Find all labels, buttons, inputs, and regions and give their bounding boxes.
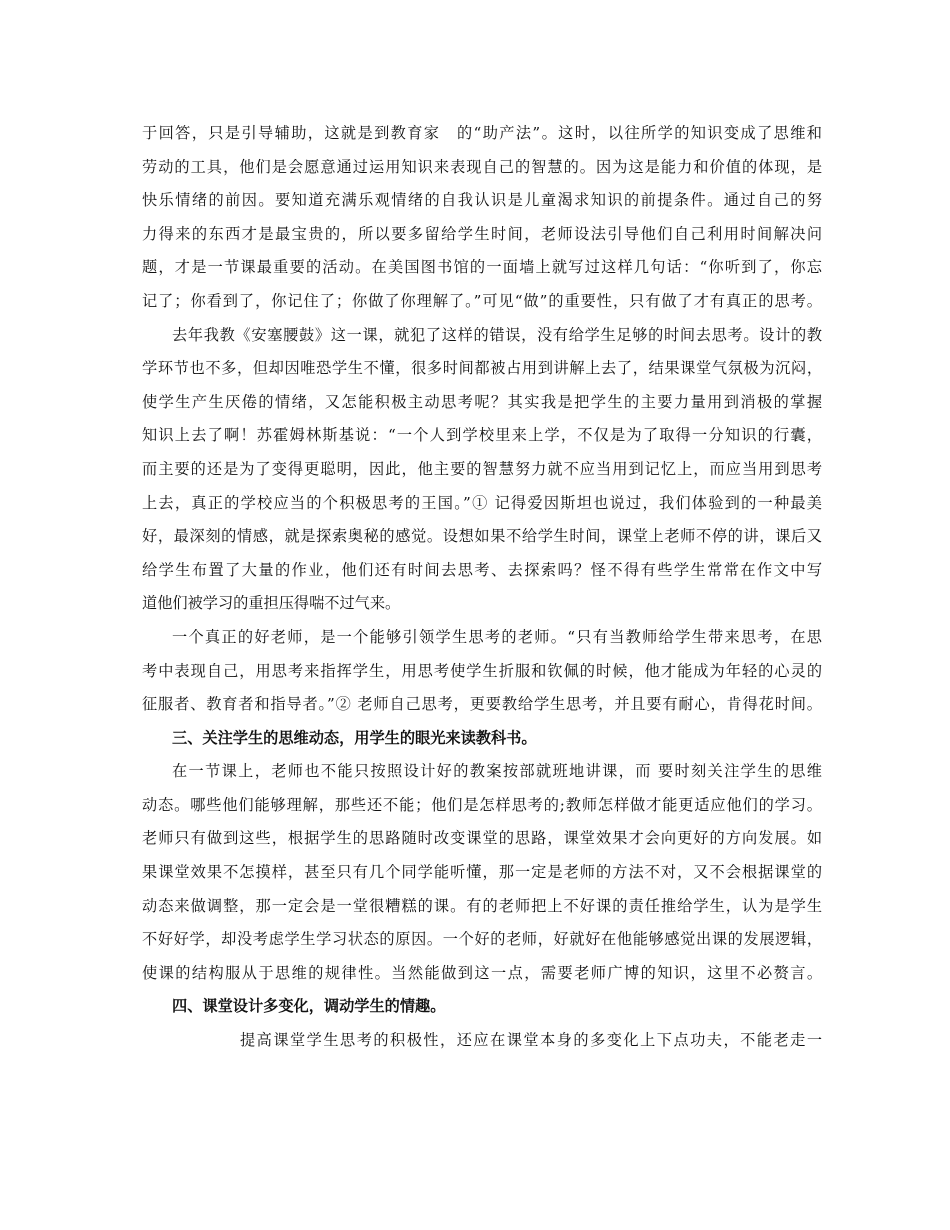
body-line: 一个真正的好老师，是一个能够引领学生思考的老师。“只有当教师给学生带来思考，在思: [172, 627, 822, 646]
body-line: 给学生布置了大量的作业，他们还有时间去思考、去探索吗？怪不得有些学生常常在作文中写: [142, 560, 822, 579]
body-line: 征服者、教育者和指导者。”② 老师自己思考，更要教给学生思考，并且要有耐心，肯得花时间。: [142, 695, 822, 714]
body-line: 动态来做调整，那一定会是一堂很糟糕的课。有的老师把上不好课的责任推给学生，认为是学生: [142, 896, 822, 915]
body-line: 于回答，只是引导辅助，这就是到教育家 的“助产法”。这时，以往所学的知识变成了思维和: [142, 124, 822, 142]
body-line: 力得来的东西才是最宝贵的，所以要多留给学生时间，老师设法引导他们自己利用时间解决问: [142, 224, 822, 243]
body-line: 快乐情绪的前因。要知道充满乐观情绪的自我认识是儿童渴求知识的前提条件。通过自己的努: [142, 191, 822, 210]
body-line: 在一节课上，老师也不能只按照设计好的教案按部就班地讲课，而 要时刻关注学生的思维: [172, 762, 822, 781]
body-line: 不好好学，却没考虑学生学习状态的原因。一个好的老师，好就好在他能够感觉出课的发展逻辑，: [142, 930, 822, 949]
section-heading: 四、课堂设计多变化，调动学生的情趣。: [172, 997, 446, 1016]
body-line: 使学生产生厌倦的情绪，又怎能积极主动思考呢？其实我是把学生的主要力量用到消极的掌握: [142, 392, 822, 411]
body-line: 道他们被学习的重担压得喘不过气来。: [142, 594, 401, 613]
body-line: 考中表现自己，用思考来指挥学生，用思考使学生折服和钦佩的时候，他才能成为年轻的心灵的: [142, 661, 822, 680]
body-line: 上去，真正的学校应当的个积极思考的王国。”① 记得爱因斯坦也说过，我们体验到的一种最美: [142, 493, 822, 512]
body-line: 老师只有做到这些，根据学生的思路随时改变课堂的思路，课堂效果才会向更好的方向发展。如: [142, 829, 822, 848]
body-line: 使课的结构服从于思维的规律性。当然能做到这一点，需要老师广博的知识，这里不必赘言。: [142, 963, 822, 982]
section-heading: 三、关注学生的思维动态，用学生的眼光来读教科书。: [172, 728, 537, 747]
body-line: 提高课堂学生思考的积极性，还应在课堂本身的多变化上下点功夫，不能老走一: [240, 1031, 822, 1050]
body-line: 而主要的还是为了变得更聪明，因此，他主要的智慧努力就不应当用到记忆上，而应当用到思考: [142, 459, 822, 478]
body-line: 题，才是一节课最重要的活动。在美国图书馆的一面墙上就写过这样几句话：“你听到了，你忘: [142, 258, 822, 277]
body-line: 果课堂效果不怎摸样，甚至只有几个同学能听懂，那一定是老师的方法不对，又不会根据课堂的: [142, 863, 822, 882]
body-line: 好，最深刻的情感，就是探索奥秘的感觉。设想如果不给学生时间，课堂上老师不停的讲，课后又: [142, 527, 822, 546]
body-line: 学环节也不多，但却因唯恐学生不懂，很多时间都被占用到讲解上去了，结果课堂气氛极为沉闷，: [142, 359, 822, 378]
body-line: 去年我教《安塞腰鼓》这一课，就犯了这样的错误，没有给学生足够的时间去思考。设计的教: [172, 325, 822, 344]
body-line: 知识上去了啊！苏霍姆林斯基说：“一个人到学校里来上学，不仅是为了取得一分知识的行囊，: [142, 426, 822, 445]
document-body: [142, 117, 822, 1058]
body-line: 劳动的工具，他们是会愿意通过运用知识来表现自己的智慧的。因为这是能力和价值的体现，是: [142, 157, 822, 176]
body-line: 动态。哪些他们能够理解，那些还不能；他们是怎样思考的;教师怎样做才能更适应他们的学习。: [142, 795, 822, 814]
body-line: 记了；你看到了，你记住了；你做了你理解了。”可见“做”的重要性，只有做了才有真正的思考。: [142, 291, 822, 310]
